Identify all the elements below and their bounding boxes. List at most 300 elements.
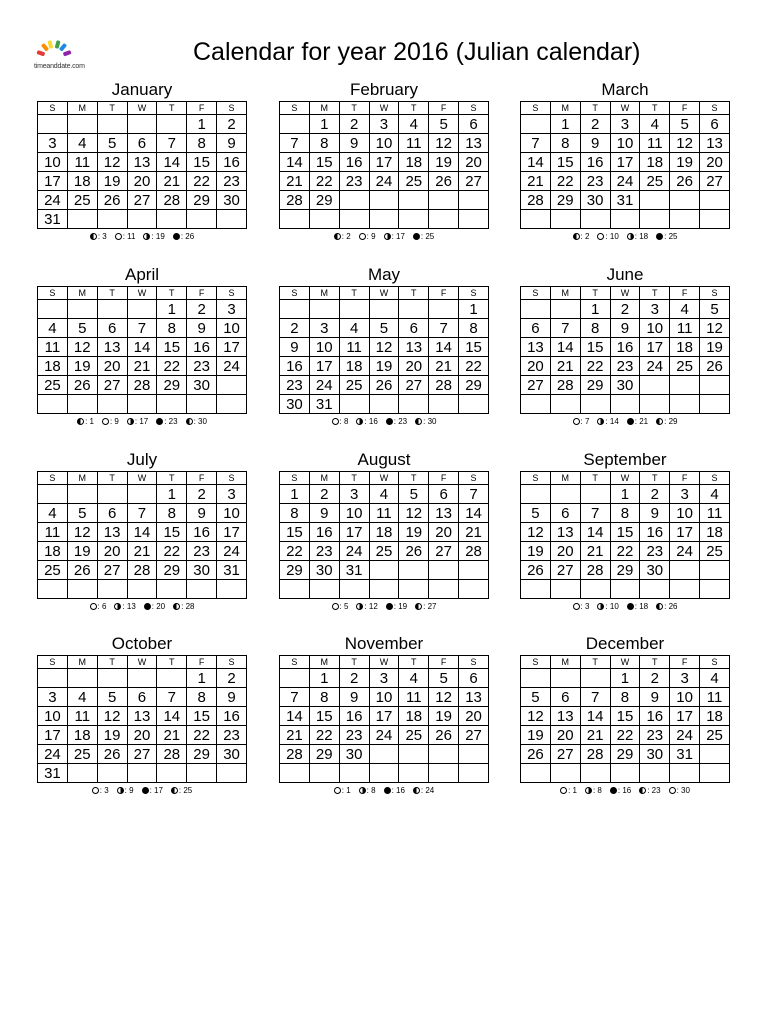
new-moon-icon bbox=[173, 233, 180, 240]
first-quarter-icon bbox=[597, 418, 604, 425]
new-moon-icon bbox=[384, 787, 391, 794]
month-grid bbox=[279, 286, 489, 414]
moon-phase-item bbox=[597, 231, 618, 242]
empty-cell bbox=[640, 395, 670, 414]
moon-phase-item bbox=[597, 416, 618, 427]
moon-phase-day: : 23 bbox=[164, 417, 178, 426]
day-cell: 12 bbox=[399, 504, 429, 523]
day-cell: 16 bbox=[309, 523, 339, 542]
day-cell: 14 bbox=[459, 504, 489, 523]
new-moon-icon bbox=[386, 603, 393, 610]
weekday-header: F bbox=[429, 287, 459, 300]
moon-phase-day: : 30 bbox=[193, 417, 207, 426]
weekday-header: F bbox=[187, 287, 217, 300]
day-cell: 22 bbox=[610, 726, 640, 745]
empty-cell bbox=[610, 395, 640, 414]
weekday-header: F bbox=[429, 102, 459, 115]
weekday-header: M bbox=[67, 102, 97, 115]
month-grid bbox=[520, 286, 730, 414]
day-cell: 30 bbox=[217, 745, 247, 764]
weekday-header: S bbox=[38, 287, 68, 300]
last-quarter-icon bbox=[415, 418, 422, 425]
moon-phase-item bbox=[585, 785, 602, 796]
moon-phase-day: : 12 bbox=[364, 602, 378, 611]
day-cell: 30 bbox=[309, 561, 339, 580]
month-may bbox=[279, 265, 489, 427]
last-quarter-icon bbox=[334, 233, 341, 240]
moon-phase-day: : 17 bbox=[391, 232, 405, 241]
day-cell: 27 bbox=[550, 745, 580, 764]
empty-cell bbox=[459, 764, 489, 783]
day-cell: 15 bbox=[610, 523, 640, 542]
logo-ray bbox=[63, 50, 72, 56]
week-row bbox=[521, 764, 730, 783]
week-row bbox=[38, 561, 247, 580]
last-quarter-icon bbox=[656, 418, 663, 425]
new-moon-icon bbox=[156, 418, 163, 425]
day-cell: 9 bbox=[217, 688, 247, 707]
weekday-header: T bbox=[399, 102, 429, 115]
empty-cell bbox=[38, 395, 68, 414]
empty-cell bbox=[97, 669, 127, 688]
weekday-header: T bbox=[399, 472, 429, 485]
day-cell: 17 bbox=[339, 523, 369, 542]
day-cell: 1 bbox=[550, 115, 580, 134]
logo-ray bbox=[55, 40, 61, 49]
empty-cell bbox=[217, 580, 247, 599]
empty-cell bbox=[521, 669, 551, 688]
day-cell: 12 bbox=[429, 134, 459, 153]
day-cell: 23 bbox=[217, 726, 247, 745]
week-row bbox=[521, 504, 730, 523]
month-grid bbox=[37, 101, 247, 229]
day-cell: 23 bbox=[640, 542, 670, 561]
weekday-header: F bbox=[670, 102, 700, 115]
day-cell: 9 bbox=[187, 504, 217, 523]
empty-cell bbox=[550, 485, 580, 504]
empty-cell bbox=[280, 580, 310, 599]
day-cell: 8 bbox=[280, 504, 310, 523]
day-cell: 8 bbox=[610, 504, 640, 523]
month-name: August bbox=[357, 450, 411, 469]
day-cell: 27 bbox=[521, 376, 551, 395]
empty-cell bbox=[521, 395, 551, 414]
first-quarter-icon bbox=[356, 418, 363, 425]
day-cell: 17 bbox=[38, 172, 68, 191]
weekday-header: S bbox=[280, 287, 310, 300]
last-quarter-icon bbox=[656, 603, 663, 610]
first-quarter-icon bbox=[114, 603, 121, 610]
empty-cell bbox=[459, 210, 489, 229]
weekday-header: T bbox=[580, 656, 610, 669]
weekday-header: S bbox=[459, 472, 489, 485]
week-row bbox=[280, 707, 489, 726]
day-cell: 5 bbox=[670, 115, 700, 134]
day-cell: 17 bbox=[369, 153, 399, 172]
week-row bbox=[38, 395, 247, 414]
empty-cell bbox=[521, 300, 551, 319]
moon-phase-item bbox=[560, 785, 577, 796]
day-cell: 15 bbox=[550, 153, 580, 172]
day-cell: 25 bbox=[399, 726, 429, 745]
empty-cell bbox=[67, 115, 97, 134]
month-grid bbox=[37, 286, 247, 414]
week-row bbox=[38, 485, 247, 504]
month-name: September bbox=[583, 450, 667, 469]
day-cell: 7 bbox=[429, 319, 459, 338]
empty-cell bbox=[97, 115, 127, 134]
weekday-header: T bbox=[399, 287, 429, 300]
day-cell: 5 bbox=[97, 134, 127, 153]
new-moon-icon bbox=[144, 603, 151, 610]
full-moon-icon bbox=[359, 233, 366, 240]
day-cell: 6 bbox=[700, 115, 730, 134]
weekday-header: W bbox=[610, 102, 640, 115]
empty-cell bbox=[187, 210, 217, 229]
moon-phase-item bbox=[656, 231, 677, 242]
day-cell: 31 bbox=[670, 745, 700, 764]
moon-phase-item bbox=[332, 416, 349, 427]
empty-cell bbox=[429, 561, 459, 580]
moon-phase-day: : 18 bbox=[634, 232, 649, 241]
moon-phase-day: : 26 bbox=[664, 602, 678, 611]
month-august bbox=[279, 450, 489, 612]
day-cell: 5 bbox=[429, 669, 459, 688]
day-cell: 25 bbox=[339, 376, 369, 395]
moon-phase-item bbox=[573, 416, 590, 427]
day-cell: 29 bbox=[459, 376, 489, 395]
weekday-header: S bbox=[38, 472, 68, 485]
moon-phase-item bbox=[143, 231, 164, 242]
day-cell: 1 bbox=[309, 115, 339, 134]
day-cell: 4 bbox=[339, 319, 369, 338]
moon-phase-item bbox=[610, 785, 631, 796]
day-cell: 10 bbox=[217, 319, 247, 338]
moon-phase-item bbox=[656, 416, 677, 427]
empty-cell bbox=[339, 395, 369, 414]
last-quarter-icon bbox=[171, 787, 178, 794]
first-quarter-icon bbox=[127, 418, 134, 425]
week-row bbox=[38, 115, 247, 134]
day-cell: 16 bbox=[339, 153, 369, 172]
day-cell: 25 bbox=[38, 376, 68, 395]
weekday-header: W bbox=[127, 472, 157, 485]
weekday-header: S bbox=[700, 287, 730, 300]
last-quarter-icon bbox=[415, 603, 422, 610]
empty-cell bbox=[97, 580, 127, 599]
first-quarter-icon bbox=[384, 233, 391, 240]
week-row bbox=[38, 319, 247, 338]
day-cell: 7 bbox=[157, 688, 187, 707]
week-row bbox=[521, 561, 730, 580]
day-cell: 8 bbox=[187, 688, 217, 707]
moon-phase-item bbox=[573, 231, 590, 242]
day-cell: 10 bbox=[610, 134, 640, 153]
day-cell: 11 bbox=[700, 504, 730, 523]
empty-cell bbox=[459, 395, 489, 414]
day-cell: 24 bbox=[217, 542, 247, 561]
day-cell: 13 bbox=[459, 134, 489, 153]
month-june bbox=[520, 265, 730, 427]
empty-cell bbox=[127, 764, 157, 783]
full-moon-icon bbox=[573, 418, 580, 425]
day-cell: 13 bbox=[550, 523, 580, 542]
week-row bbox=[280, 300, 489, 319]
weekday-header: W bbox=[369, 287, 399, 300]
empty-cell bbox=[339, 210, 369, 229]
weekday-header: T bbox=[399, 656, 429, 669]
day-cell: 25 bbox=[700, 726, 730, 745]
weekday-header: W bbox=[369, 102, 399, 115]
moon-phase-item bbox=[415, 601, 436, 612]
week-row bbox=[280, 376, 489, 395]
empty-cell bbox=[521, 210, 551, 229]
moon-phase-day: : 6 bbox=[97, 602, 107, 611]
moon-phase-item bbox=[114, 601, 135, 612]
full-moon-icon bbox=[92, 787, 99, 794]
day-cell: 20 bbox=[399, 357, 429, 376]
weekday-header: W bbox=[369, 472, 399, 485]
week-row bbox=[38, 357, 247, 376]
new-moon-icon bbox=[610, 787, 617, 794]
week-row bbox=[280, 338, 489, 357]
day-cell: 12 bbox=[369, 338, 399, 357]
empty-cell bbox=[700, 580, 730, 599]
day-cell: 17 bbox=[217, 523, 247, 542]
empty-cell bbox=[67, 580, 97, 599]
day-cell: 6 bbox=[459, 115, 489, 134]
day-cell: 29 bbox=[550, 191, 580, 210]
day-cell: 9 bbox=[339, 688, 369, 707]
day-cell: 16 bbox=[339, 707, 369, 726]
day-cell: 7 bbox=[280, 688, 310, 707]
day-cell: 21 bbox=[280, 172, 310, 191]
day-cell: 17 bbox=[670, 707, 700, 726]
empty-cell bbox=[67, 669, 97, 688]
day-cell: 15 bbox=[459, 338, 489, 357]
day-cell: 3 bbox=[640, 300, 670, 319]
full-moon-icon bbox=[90, 603, 97, 610]
moon-phase-day: : 16 bbox=[391, 786, 405, 795]
day-cell: 10 bbox=[339, 504, 369, 523]
empty-cell bbox=[217, 764, 247, 783]
day-cell: 8 bbox=[187, 134, 217, 153]
day-cell: 18 bbox=[38, 357, 68, 376]
day-cell: 26 bbox=[521, 745, 551, 764]
day-cell: 13 bbox=[700, 134, 730, 153]
day-cell: 17 bbox=[640, 338, 670, 357]
day-cell: 15 bbox=[157, 523, 187, 542]
day-cell: 6 bbox=[521, 319, 551, 338]
weekday-header: T bbox=[157, 102, 187, 115]
day-cell: 2 bbox=[309, 485, 339, 504]
empty-cell bbox=[459, 745, 489, 764]
weekday-header: T bbox=[640, 287, 670, 300]
week-row bbox=[521, 726, 730, 745]
moon-phase-day: : 16 bbox=[364, 417, 378, 426]
empty-cell bbox=[38, 300, 68, 319]
day-cell: 21 bbox=[157, 172, 187, 191]
day-cell: 27 bbox=[459, 726, 489, 745]
weekday-header: T bbox=[640, 656, 670, 669]
moon-phase-item bbox=[627, 416, 648, 427]
first-quarter-icon bbox=[356, 603, 363, 610]
month-name: March bbox=[601, 80, 649, 99]
day-cell: 1 bbox=[187, 115, 217, 134]
month-name: December bbox=[585, 634, 665, 653]
weekday-header: S bbox=[521, 287, 551, 300]
moon-phase-item bbox=[573, 601, 590, 612]
moon-phase-item bbox=[627, 601, 648, 612]
day-cell: 30 bbox=[187, 376, 217, 395]
moon-phase-item bbox=[413, 231, 434, 242]
empty-cell bbox=[640, 580, 670, 599]
day-cell: 16 bbox=[640, 707, 670, 726]
day-cell: 26 bbox=[670, 172, 700, 191]
day-cell: 25 bbox=[67, 191, 97, 210]
moon-phase-day: : 17 bbox=[134, 417, 149, 426]
empty-cell bbox=[521, 485, 551, 504]
week-row bbox=[280, 210, 489, 229]
day-cell: 16 bbox=[610, 338, 640, 357]
day-cell: 30 bbox=[640, 745, 670, 764]
day-cell: 3 bbox=[369, 115, 399, 134]
weekday-header: S bbox=[280, 656, 310, 669]
day-cell: 14 bbox=[521, 153, 551, 172]
day-cell: 15 bbox=[580, 338, 610, 357]
empty-cell bbox=[550, 580, 580, 599]
week-row bbox=[521, 153, 730, 172]
weekday-header: T bbox=[580, 472, 610, 485]
empty-cell bbox=[399, 210, 429, 229]
month-name: January bbox=[111, 80, 173, 99]
empty-cell bbox=[127, 210, 157, 229]
weekday-header: W bbox=[127, 287, 157, 300]
day-cell: 14 bbox=[127, 523, 157, 542]
day-cell: 26 bbox=[67, 376, 97, 395]
week-row bbox=[521, 485, 730, 504]
weekday-header: S bbox=[521, 472, 551, 485]
day-cell: 29 bbox=[309, 191, 339, 210]
day-cell: 9 bbox=[280, 338, 310, 357]
weekday-header: S bbox=[700, 102, 730, 115]
moon-phase-item bbox=[359, 231, 376, 242]
empty-cell bbox=[521, 580, 551, 599]
month-grid bbox=[520, 471, 730, 599]
empty-cell bbox=[399, 764, 429, 783]
day-cell: 26 bbox=[700, 357, 730, 376]
week-row bbox=[521, 669, 730, 688]
day-cell: 30 bbox=[280, 395, 310, 414]
empty-cell bbox=[127, 580, 157, 599]
empty-cell bbox=[97, 764, 127, 783]
empty-cell bbox=[399, 745, 429, 764]
moon-phases bbox=[37, 231, 247, 242]
moon-phase-item bbox=[334, 231, 351, 242]
day-cell: 1 bbox=[580, 300, 610, 319]
weekday-header: T bbox=[580, 287, 610, 300]
moon-phases bbox=[520, 785, 730, 796]
day-cell: 30 bbox=[339, 745, 369, 764]
week-row bbox=[521, 688, 730, 707]
empty-cell bbox=[339, 191, 369, 210]
weekday-header: F bbox=[670, 656, 700, 669]
week-row bbox=[280, 669, 489, 688]
empty-cell bbox=[97, 300, 127, 319]
day-cell: 12 bbox=[97, 707, 127, 726]
day-cell: 4 bbox=[670, 300, 700, 319]
moon-phase-item bbox=[413, 785, 434, 796]
day-cell: 5 bbox=[521, 688, 551, 707]
weekday-header: S bbox=[280, 472, 310, 485]
day-cell: 12 bbox=[700, 319, 730, 338]
week-row bbox=[38, 210, 247, 229]
full-moon-icon bbox=[115, 233, 122, 240]
day-cell: 29 bbox=[610, 745, 640, 764]
weekday-header: T bbox=[580, 102, 610, 115]
day-cell: 21 bbox=[580, 542, 610, 561]
weekday-header: S bbox=[459, 287, 489, 300]
empty-cell bbox=[127, 115, 157, 134]
day-cell: 23 bbox=[580, 172, 610, 191]
weekday-header: S bbox=[38, 102, 68, 115]
last-quarter-icon bbox=[186, 418, 193, 425]
day-cell: 1 bbox=[459, 300, 489, 319]
logo-ray bbox=[59, 43, 67, 52]
empty-cell bbox=[127, 300, 157, 319]
day-cell: 13 bbox=[399, 338, 429, 357]
day-cell: 14 bbox=[580, 707, 610, 726]
day-cell: 24 bbox=[369, 172, 399, 191]
empty-cell bbox=[187, 580, 217, 599]
week-row bbox=[280, 542, 489, 561]
week-row bbox=[521, 357, 730, 376]
day-cell: 12 bbox=[521, 707, 551, 726]
weekday-header: M bbox=[550, 287, 580, 300]
day-cell: 25 bbox=[700, 542, 730, 561]
day-cell: 20 bbox=[700, 153, 730, 172]
day-cell: 28 bbox=[157, 745, 187, 764]
moon-phase-day: : 1 bbox=[341, 786, 351, 795]
month-grid bbox=[37, 655, 247, 783]
empty-cell bbox=[309, 580, 339, 599]
day-cell: 9 bbox=[339, 134, 369, 153]
day-cell: 18 bbox=[67, 172, 97, 191]
moon-phase-item bbox=[144, 601, 165, 612]
day-cell: 8 bbox=[157, 319, 187, 338]
moon-phase-day: : 30 bbox=[423, 417, 437, 426]
moon-phases bbox=[279, 231, 489, 242]
day-cell: 22 bbox=[550, 172, 580, 191]
empty-cell bbox=[580, 669, 610, 688]
moon-phase-item bbox=[356, 601, 377, 612]
month-october bbox=[37, 634, 247, 796]
weekday-header: T bbox=[97, 287, 127, 300]
day-cell: 28 bbox=[429, 376, 459, 395]
new-moon-icon bbox=[627, 603, 634, 610]
empty-cell bbox=[670, 376, 700, 395]
empty-cell bbox=[550, 300, 580, 319]
day-cell: 28 bbox=[127, 561, 157, 580]
weekday-header: M bbox=[67, 287, 97, 300]
day-cell: 10 bbox=[38, 707, 68, 726]
day-cell: 1 bbox=[187, 669, 217, 688]
day-cell: 10 bbox=[369, 688, 399, 707]
day-cell: 16 bbox=[217, 707, 247, 726]
day-cell: 2 bbox=[187, 300, 217, 319]
day-cell: 4 bbox=[399, 669, 429, 688]
week-row bbox=[280, 688, 489, 707]
